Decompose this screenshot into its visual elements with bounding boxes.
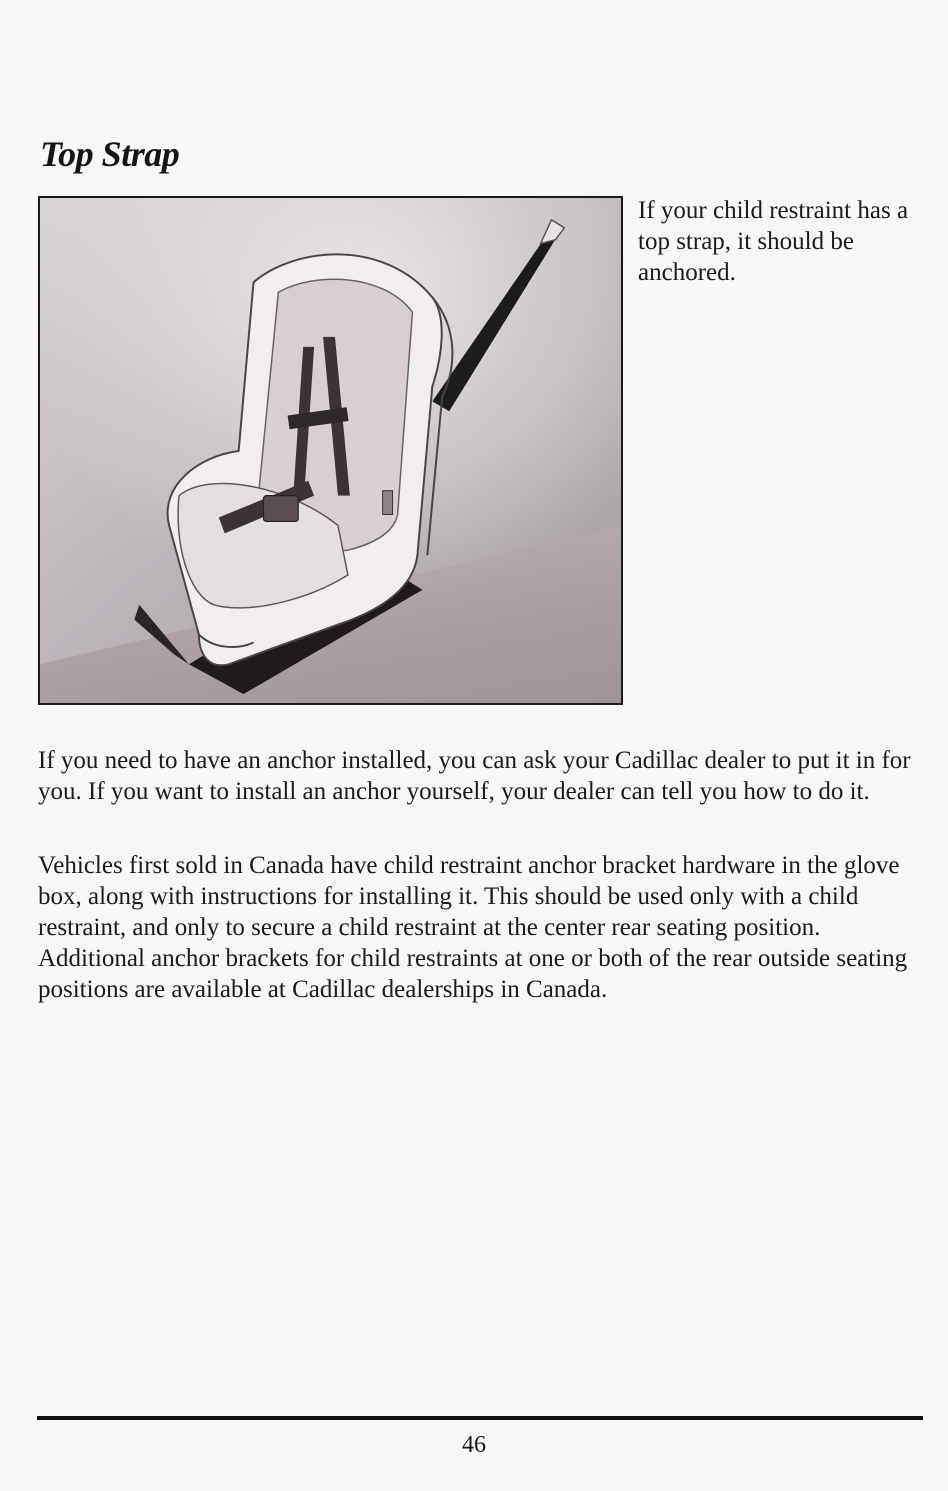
child-seat-illustration	[38, 196, 623, 705]
child-seat-drawing	[40, 198, 621, 703]
footer-rule	[37, 1416, 923, 1420]
page-title: Top Strap	[40, 134, 180, 174]
paragraph-canada-anchor-brackets: Vehicles first sold in Canada have child restraint anchor bracket hardware in the glove box, along with instructions for installing it. This should be used only with a child restraint, and only to secure a child restraint at the center rear seating position. Additional anchor brackets for child restraints at one or both of the rear outside seating positions are available at Cadillac dealerships in Canada.	[38, 852, 908, 1003]
side-text: If your child restraint has a top strap, it should be anchored.	[638, 197, 909, 286]
paragraph-dealer-installation: If you need to have an anchor installed, you can ask your Cadillac dealer to put it in for you. If you want to install an anchor yourself, your dealer can tell you how to do it.	[38, 747, 911, 805]
page-number: 46	[462, 1432, 486, 1458]
